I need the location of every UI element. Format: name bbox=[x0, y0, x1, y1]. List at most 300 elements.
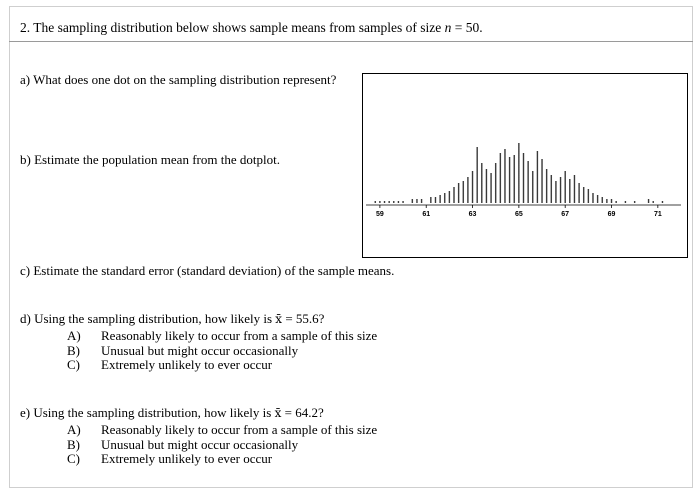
dotplot-dot bbox=[481, 179, 483, 181]
dotplot-dot bbox=[462, 181, 464, 183]
dotplot-dot bbox=[578, 187, 580, 189]
dotplot-dot bbox=[499, 187, 501, 189]
dotplot-dot bbox=[472, 195, 474, 197]
dotplot-dot bbox=[504, 175, 506, 177]
dotplot-dot bbox=[467, 185, 469, 187]
dotplot-dot bbox=[546, 201, 548, 203]
dotplot-dot bbox=[541, 187, 543, 189]
dotplot-dot bbox=[541, 193, 543, 195]
dotplot-dot bbox=[476, 179, 478, 181]
part-b-question: b) Estimate the population mean from the dotplot. bbox=[20, 152, 280, 167]
part-c-question: c) Estimate the standard error (standard deviation) of the sample means. bbox=[20, 263, 395, 278]
dotplot-dot bbox=[527, 197, 529, 199]
dotplot-dot bbox=[495, 183, 497, 185]
dotplot-dot bbox=[495, 163, 497, 165]
dotplot-dot bbox=[499, 157, 501, 159]
dotplot-dot bbox=[546, 195, 548, 197]
dotplot-dot bbox=[601, 199, 603, 201]
option-letter: C) bbox=[67, 357, 80, 372]
dotplot-dot bbox=[532, 183, 534, 185]
dotplot-dot bbox=[518, 179, 520, 181]
dotplot-dot bbox=[504, 199, 506, 201]
dotplot-dot bbox=[532, 193, 534, 195]
dotplot-dot bbox=[592, 197, 594, 199]
dotplot-dot bbox=[435, 197, 437, 199]
dotplot-dot bbox=[458, 201, 460, 203]
dotplot-dot bbox=[472, 181, 474, 183]
dotplot-dot bbox=[416, 201, 418, 203]
dotplot-dot bbox=[527, 187, 529, 189]
option-text: Extremely unlikely to ever occur bbox=[101, 451, 273, 466]
dotplot-dot bbox=[513, 199, 515, 201]
dotplot-dot bbox=[481, 197, 483, 199]
dotplot-dot bbox=[560, 181, 562, 183]
dotplot-dot bbox=[592, 193, 594, 195]
dotplot-dot bbox=[546, 187, 548, 189]
dotplot-dot bbox=[476, 157, 478, 159]
dotplot-dot bbox=[555, 191, 557, 193]
part-d-option-b[interactable] bbox=[67, 344, 377, 359]
dotplot-dot bbox=[523, 167, 525, 169]
dotplot-dot bbox=[462, 189, 464, 191]
dotplot-dot bbox=[601, 197, 603, 199]
dotplot-dot bbox=[504, 181, 506, 183]
dotplot-dot bbox=[462, 195, 464, 197]
dotplot-dot bbox=[513, 179, 515, 181]
dotplot-dot bbox=[569, 199, 571, 201]
dotplot-dot bbox=[537, 179, 539, 181]
dotplot-dot bbox=[541, 159, 543, 161]
dotplot-dot bbox=[588, 197, 590, 199]
dotplot-dot bbox=[486, 181, 488, 183]
dotplot-dot bbox=[611, 199, 613, 201]
dotplot-dot bbox=[588, 189, 590, 191]
dotplot-dot bbox=[472, 193, 474, 195]
dotplot-dot bbox=[564, 201, 566, 203]
dotplot-dot bbox=[509, 199, 511, 201]
dotplot-dot bbox=[486, 197, 488, 199]
dotplot-dot bbox=[495, 181, 497, 183]
dotplot-dot bbox=[546, 169, 548, 171]
dotplot-dot bbox=[481, 171, 483, 173]
dotplot-dot bbox=[499, 159, 501, 161]
dotplot-dot bbox=[495, 201, 497, 203]
dotplot-dot bbox=[411, 201, 413, 203]
dotplot-dot bbox=[588, 201, 590, 203]
dotplot-dot bbox=[467, 181, 469, 183]
dotplot-dot bbox=[569, 195, 571, 197]
dotplot-dot bbox=[499, 161, 501, 163]
dotplot-dot bbox=[523, 175, 525, 177]
dotplot-dot bbox=[532, 195, 534, 197]
dotplot-dot bbox=[509, 189, 511, 191]
dotplot-dot bbox=[541, 179, 543, 181]
dotplot-dot bbox=[513, 167, 515, 169]
question-title bbox=[20, 20, 483, 36]
dotplot-dot bbox=[550, 199, 552, 201]
dotplot-dot bbox=[449, 197, 451, 199]
dotplot-dot bbox=[523, 195, 525, 197]
dotplot-dot bbox=[527, 169, 529, 171]
dotplot-dot bbox=[421, 199, 423, 201]
dotplot-dot bbox=[555, 189, 557, 191]
dotplot-dot bbox=[486, 173, 488, 175]
dotplot-dot bbox=[518, 177, 520, 179]
dotplot-dot bbox=[499, 197, 501, 199]
dotplot-dot bbox=[560, 201, 562, 203]
dotplot-dot bbox=[541, 181, 543, 183]
dotplot-dot bbox=[537, 183, 539, 185]
dotplot-dot bbox=[504, 189, 506, 191]
dotplot-dot bbox=[583, 191, 585, 193]
dotplot-dot bbox=[532, 197, 534, 199]
dotplot-dot bbox=[546, 179, 548, 181]
dotplot-dot bbox=[518, 181, 520, 183]
dotplot-dot bbox=[523, 153, 525, 155]
dotplot-dot bbox=[453, 193, 455, 195]
dotplot-dot bbox=[472, 191, 474, 193]
dotplot-dot bbox=[527, 185, 529, 187]
dotplot-dot bbox=[490, 199, 492, 201]
dotplot-dot bbox=[472, 175, 474, 177]
part-e-option-a[interactable] bbox=[67, 423, 377, 438]
dotplot-dot bbox=[499, 179, 501, 181]
dotplot-dot bbox=[578, 183, 580, 185]
dotplot-dot bbox=[550, 191, 552, 193]
dotplot-dot bbox=[439, 201, 441, 203]
dotplot-dot bbox=[574, 183, 576, 185]
dotplot-dot bbox=[430, 197, 432, 199]
dotplot-dot bbox=[564, 187, 566, 189]
dotplot-dot bbox=[513, 155, 515, 157]
dotplot-dot bbox=[458, 183, 460, 185]
dotplot-dot bbox=[527, 179, 529, 181]
dotplot-dot bbox=[476, 163, 478, 165]
dotplot-dot bbox=[476, 185, 478, 187]
question-title-suffix: = 50. bbox=[451, 20, 483, 35]
part-a-question: a) What does one dot on the sampling distribution represent? bbox=[20, 72, 337, 87]
dotplot-dot bbox=[518, 149, 520, 151]
dotplot-dot bbox=[458, 189, 460, 191]
dotplot-dot bbox=[662, 201, 664, 203]
dotplot-dot bbox=[481, 173, 483, 175]
dotplot-dot bbox=[634, 201, 636, 203]
dotplot-dot bbox=[499, 185, 501, 187]
dotplot-dot bbox=[513, 195, 515, 197]
dotplot-dot bbox=[435, 201, 437, 203]
dotplot-dot bbox=[462, 201, 464, 203]
dotplot-dot bbox=[523, 199, 525, 201]
x-tick-label: 71 bbox=[653, 211, 662, 218]
dotplot-dot bbox=[588, 199, 590, 201]
dotplot-dot bbox=[560, 191, 562, 193]
dotplot-dot bbox=[416, 199, 418, 201]
dotplot-dot bbox=[550, 183, 552, 185]
dotplot-dot bbox=[458, 185, 460, 187]
dotplot-dot bbox=[541, 175, 543, 177]
dotplot-dot bbox=[560, 179, 562, 181]
dotplot-dot bbox=[481, 181, 483, 183]
dotplot-dot bbox=[495, 199, 497, 201]
dotplot-dot bbox=[523, 165, 525, 167]
dotplot-dot bbox=[467, 199, 469, 201]
dotplot-dot bbox=[583, 187, 585, 189]
dotplot-dot bbox=[569, 185, 571, 187]
dotplot-dot bbox=[462, 183, 464, 185]
dotplot-dot bbox=[481, 175, 483, 177]
part-d-option-c[interactable] bbox=[67, 358, 377, 373]
dotplot-dot bbox=[574, 177, 576, 179]
dotplot-dot bbox=[578, 193, 580, 195]
dotplot-dot bbox=[476, 187, 478, 189]
dotplot-dot bbox=[513, 187, 515, 189]
dotplot-dot bbox=[499, 181, 501, 183]
dotplot-dot bbox=[578, 191, 580, 193]
dotplot-dot bbox=[481, 191, 483, 193]
dotplot-dot bbox=[592, 201, 594, 203]
question-title-prefix: 2. The sampling distribution below shows sample means from samples of size bbox=[20, 20, 445, 35]
option-text: Unusual but might occur occasionally bbox=[101, 436, 299, 452]
dotplot-dot bbox=[606, 201, 608, 203]
dotplot-dot bbox=[481, 189, 483, 191]
dotplot-dot bbox=[555, 183, 557, 185]
dotplot-dot bbox=[518, 187, 520, 189]
dotplot-dot bbox=[467, 183, 469, 185]
dotplot-dot bbox=[472, 177, 474, 179]
dotplot-dot bbox=[574, 193, 576, 195]
dotplot-dot bbox=[411, 199, 413, 201]
dotplot-dot bbox=[546, 171, 548, 173]
dotplot-dot bbox=[402, 201, 404, 203]
dotplot-dot bbox=[537, 161, 539, 163]
dotplot-dot bbox=[569, 191, 571, 193]
dotplot-dot bbox=[569, 193, 571, 195]
question-title-variable: n bbox=[444, 20, 452, 35]
dotplot-dot bbox=[490, 193, 492, 195]
dotplot-dot bbox=[490, 181, 492, 183]
dotplot-dot bbox=[467, 191, 469, 193]
option-letter: B) bbox=[67, 436, 80, 452]
dotplot-dot bbox=[495, 165, 497, 167]
dotplot-dot bbox=[574, 181, 576, 183]
dotplot-dot bbox=[513, 183, 515, 185]
dotplot-dot bbox=[527, 175, 529, 177]
dotplot-dot bbox=[583, 195, 585, 197]
dotplot-dot bbox=[523, 189, 525, 191]
dotplot-dot bbox=[546, 199, 548, 201]
dotplot-dot bbox=[499, 153, 501, 155]
dotplot-dot bbox=[435, 199, 437, 201]
dotplot-dot bbox=[462, 185, 464, 187]
dotplot-dot bbox=[481, 165, 483, 167]
dotplot-dot bbox=[550, 195, 552, 197]
dotplot-dot bbox=[513, 163, 515, 165]
dotplot-dot bbox=[509, 185, 511, 187]
dotplot-dot bbox=[495, 175, 497, 177]
dotplot-dot bbox=[490, 173, 492, 175]
part-d-prompt-suffix: = 55.6? bbox=[282, 311, 325, 326]
dotplot-dot bbox=[546, 175, 548, 177]
dotplot-dot bbox=[453, 189, 455, 191]
dotplot-dot bbox=[476, 165, 478, 167]
dotplot-dot bbox=[467, 187, 469, 189]
dotplot-dot bbox=[476, 201, 478, 203]
dotplot-dot bbox=[444, 193, 446, 195]
dotplot-dot bbox=[486, 193, 488, 195]
dotplot-dot bbox=[476, 171, 478, 173]
dotplot-dot bbox=[476, 175, 478, 177]
dotplot-dot bbox=[504, 155, 506, 157]
dotplot-dot bbox=[541, 177, 543, 179]
dotplot-dot bbox=[588, 193, 590, 195]
dotplot-dot bbox=[523, 179, 525, 181]
dotplot-dot bbox=[467, 201, 469, 203]
dotplot-dot bbox=[518, 143, 520, 145]
dotplot-dot bbox=[564, 183, 566, 185]
dotplot-dot bbox=[439, 197, 441, 199]
dotplot-dot bbox=[583, 193, 585, 195]
dotplot-chart bbox=[363, 74, 687, 256]
dotplot-dot bbox=[481, 187, 483, 189]
dotplot-dot bbox=[523, 171, 525, 173]
dotplot-dot bbox=[504, 149, 506, 151]
dotplot-dot bbox=[597, 201, 599, 203]
dotplot-dot bbox=[597, 195, 599, 197]
dotplot-dot bbox=[518, 199, 520, 201]
dotplot-dot bbox=[509, 161, 511, 163]
dotplot-dot bbox=[574, 185, 576, 187]
dotplot-dot bbox=[518, 201, 520, 203]
dotplot-dot bbox=[541, 199, 543, 201]
dotplot-dot bbox=[509, 157, 511, 159]
dotplot-dot bbox=[569, 183, 571, 185]
dotplot-dot bbox=[537, 201, 539, 203]
dotplot-dot bbox=[439, 195, 441, 197]
dotplot-dot bbox=[523, 183, 525, 185]
dotplot-dot bbox=[449, 195, 451, 197]
x-tick-label: 59 bbox=[375, 211, 384, 218]
dotplot-dot bbox=[462, 191, 464, 193]
dotplot-dot bbox=[555, 187, 557, 189]
dotplot-dot bbox=[537, 157, 539, 159]
dotplot-dot bbox=[476, 197, 478, 199]
dotplot-dot bbox=[486, 191, 488, 193]
dotplot-dot bbox=[481, 195, 483, 197]
dotplot-dot bbox=[486, 185, 488, 187]
x-tick-label: 63 bbox=[468, 211, 477, 218]
dotplot-dot bbox=[601, 201, 603, 203]
x-tick-label: 67 bbox=[561, 211, 570, 218]
dotplot-dot bbox=[499, 177, 501, 179]
dotplot-dot bbox=[499, 167, 501, 169]
dotplot-dot bbox=[453, 195, 455, 197]
part-d-prompt-prefix: d) Using the sampling distribution, how likely is bbox=[20, 311, 276, 326]
dotplot-dot bbox=[625, 201, 627, 203]
part-e-option-b[interactable] bbox=[67, 438, 377, 453]
dotplot-dot bbox=[486, 199, 488, 201]
dotplot-dot bbox=[509, 195, 511, 197]
dotplot-dot bbox=[574, 175, 576, 177]
dotplot-dot bbox=[476, 151, 478, 153]
dotplot-dot bbox=[504, 151, 506, 153]
dotplot-dot bbox=[532, 189, 534, 191]
dotplot-dot bbox=[574, 199, 576, 201]
dotplot-dot bbox=[523, 169, 525, 171]
dotplot-dot bbox=[518, 195, 520, 197]
dotplot-dot bbox=[555, 181, 557, 183]
dotplot-dot bbox=[481, 201, 483, 203]
dotplot-dot bbox=[578, 199, 580, 201]
part-e-prompt-suffix: = 64.2? bbox=[281, 405, 324, 420]
dotplot-dot bbox=[560, 177, 562, 179]
dotplot-dot bbox=[495, 177, 497, 179]
dotplot-dot bbox=[444, 201, 446, 203]
dotplot-dot bbox=[384, 201, 386, 203]
dotplot-dot bbox=[527, 163, 529, 165]
dotplot-dot bbox=[523, 163, 525, 165]
dotplot-dot bbox=[513, 161, 515, 163]
dotplot-dot bbox=[560, 195, 562, 197]
option-letter: A) bbox=[67, 328, 81, 343]
dotplot-dot bbox=[564, 179, 566, 181]
dotplot-dot bbox=[453, 199, 455, 201]
dotplot-dot bbox=[527, 161, 529, 163]
dotplot-dot bbox=[481, 183, 483, 185]
dotplot-dot bbox=[537, 155, 539, 157]
dotplot-dot bbox=[509, 191, 511, 193]
dotplot-dot bbox=[550, 193, 552, 195]
dotplot-dot bbox=[458, 199, 460, 201]
dotplot-dot bbox=[550, 181, 552, 183]
dotplot-dot bbox=[504, 163, 506, 165]
part-d-option-a[interactable] bbox=[67, 329, 377, 344]
dotplot-dot bbox=[541, 183, 543, 185]
dotplot-dot bbox=[574, 187, 576, 189]
dotplot-dot bbox=[541, 189, 543, 191]
dotplot-dot bbox=[527, 183, 529, 185]
dotplot-dot bbox=[513, 201, 515, 203]
dotplot-dot bbox=[523, 193, 525, 195]
dotplot-dot bbox=[527, 201, 529, 203]
dotplot-dot bbox=[453, 197, 455, 199]
dotplot-dot bbox=[504, 165, 506, 167]
dotplot-dot bbox=[486, 175, 488, 177]
dotplot-dot bbox=[546, 197, 548, 199]
dotplot-dot bbox=[449, 191, 451, 193]
dotplot-dot bbox=[537, 173, 539, 175]
dotplot-dot bbox=[388, 201, 390, 203]
dotplot-dot bbox=[458, 191, 460, 193]
dotplot-dot bbox=[583, 189, 585, 191]
dotplot-dot bbox=[453, 201, 455, 203]
dotplot-dot bbox=[495, 187, 497, 189]
dotplot-dot bbox=[467, 179, 469, 181]
dotplot-dot bbox=[513, 193, 515, 195]
dotplot-dot bbox=[504, 197, 506, 199]
dotplot-dot bbox=[560, 183, 562, 185]
dotplot-dot bbox=[472, 183, 474, 185]
dotplot-dot bbox=[467, 195, 469, 197]
dotplot-dot bbox=[550, 201, 552, 203]
dotplot-dot bbox=[537, 197, 539, 199]
dotplot-dot bbox=[490, 175, 492, 177]
dotplot-dot bbox=[560, 189, 562, 191]
dotplot-dot bbox=[504, 169, 506, 171]
dotplot-dot bbox=[592, 195, 594, 197]
dotplot-dot bbox=[574, 197, 576, 199]
part-e-option-c[interactable] bbox=[67, 452, 377, 467]
dotplot-dot bbox=[555, 199, 557, 201]
